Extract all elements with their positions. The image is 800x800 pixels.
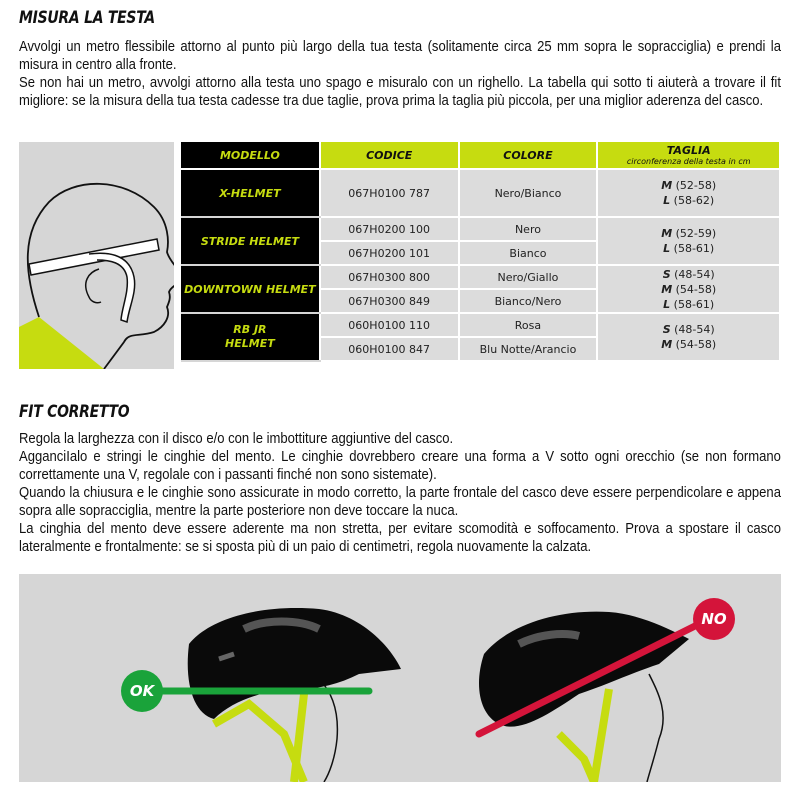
color-cell: Blu Notte/Arancio (459, 337, 598, 361)
header-size: TAGLIA circonferenza della testa in cm (597, 142, 780, 169)
model-cell: RB JR HELMET (181, 313, 320, 361)
model-cell: STRIDE HELMET (181, 217, 320, 265)
color-cell: Nero (459, 217, 598, 241)
code-cell: 060H0100 847 (320, 337, 459, 361)
size-table (181, 142, 781, 362)
color-cell: Rosa (459, 313, 598, 337)
header-model: MODELLO (181, 142, 320, 169)
table-row (181, 265, 780, 289)
model-cell: DOWNTOWN HELMET (181, 265, 320, 313)
header-color: COLORE (459, 142, 598, 169)
paragraph: Se non hai un metro, avvolgi attorno alla testa uno spago e misuralo con un righello. La tabella qui sotto ti aiuterà a trovare il fit migliore: se la misura della tua testa cadesse tra due taglie, prova prima la taglia più piccola, per una miglior aderenza del casco. (19, 74, 781, 109)
measure-instructions (19, 38, 781, 110)
paragraph: Quando la chiusura e le cinghie sono assicurate in modo corretto, la parte frontale del casco deve essere perpendicolare e appena sopra alle sopracciglia, mentre la parte posteriore non deve toccare la nuca. (19, 484, 781, 519)
color-cell: Nero/Giallo (459, 265, 598, 289)
size-cell: S (48-54) M (54-58) L (58-61) (597, 265, 780, 313)
fit-instructions (19, 430, 781, 556)
head-profile-icon (19, 142, 174, 369)
paragraph: AgganciIalo e stringi le cinghie del mento. Le cinghie dovrebbero creare una forma a V sotto ogni orecchio (se non formano correttamente una V, regolale con i passanti finché non sono sistemate). (19, 448, 781, 483)
helmet-fit-illustration (19, 574, 781, 782)
model-cell: X-HELMET (181, 169, 320, 217)
table-row (181, 217, 780, 241)
paragraph: Regola la larghezza con il disco e/o con le imbottiture aggiuntive del casco. (19, 430, 454, 447)
code-cell: 060H0100 110 (320, 313, 459, 337)
paragraph: Avvolgi un metro flessibile attorno al punto più largo della tua testa (solitamente circa 25 mm sopra le sopracciglia) e prendi la misura in centro alla fronte. (19, 38, 781, 73)
no-badge: NO (693, 598, 735, 640)
header-code: CODICE (320, 142, 459, 169)
section-title-measure: MISURA LA TESTA (19, 8, 155, 28)
color-cell: Nero/Bianco (459, 169, 598, 217)
color-cell: Bianco (459, 241, 598, 265)
size-cell: M (52-58) L (58-62) (597, 169, 780, 217)
size-cell: S (48-54) M (54-58) (597, 313, 780, 361)
code-cell: 067H0100 787 (320, 169, 459, 217)
code-cell: 067H0300 800 (320, 265, 459, 289)
section-title-fit: FIT CORRETTO (19, 402, 130, 422)
head-measure-illustration (19, 142, 174, 369)
code-cell: 067H0200 100 (320, 217, 459, 241)
size-cell: M (52-59) L (58-61) (597, 217, 780, 265)
color-cell: Bianco/Nero (459, 289, 598, 313)
table-row (181, 313, 780, 337)
table-row (181, 169, 780, 217)
paragraph: La cinghia del mento deve essere aderente ma non stretta, per evitare scomodità e soffocamento. Prova a spostare il casco lateralmente e frontalmente: se si sposta più di un paio di centimetri, regola nuovamente la calzata. (19, 520, 781, 555)
ok-badge: OK (121, 670, 163, 712)
code-cell: 067H0200 101 (320, 241, 459, 265)
code-cell: 067H0300 849 (320, 289, 459, 313)
